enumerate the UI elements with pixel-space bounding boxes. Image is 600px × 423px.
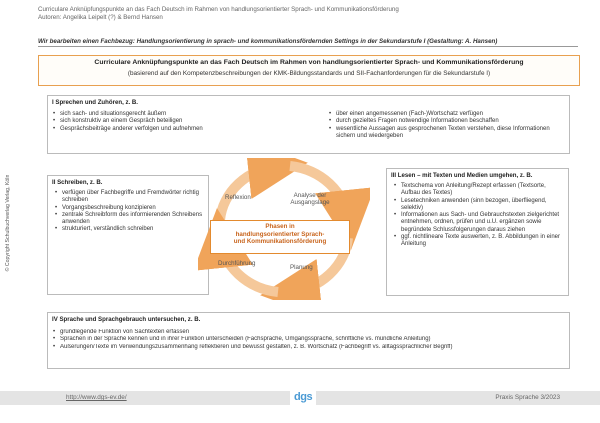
box-title: II Schreiben, z. B. <box>52 179 103 186</box>
cycle-arc-top-left <box>220 166 278 220</box>
bullet-list-left <box>52 111 292 133</box>
footer-issue: Praxis Sprache 3/2023 <box>495 394 560 401</box>
box-sprechen-zuhoeren <box>47 95 570 154</box>
cycle-label-planung: Planung <box>290 264 313 271</box>
center-line-2: handlungsorientierter Sprach- <box>235 230 325 238</box>
sidebar-copyright <box>3 150 13 300</box>
center-line-3: und Kommunikationsförderung <box>233 238 327 246</box>
logo-text: dgs <box>294 391 313 403</box>
list-item: • Informationen aus Sach- und Gebrauchstexten zielgerichtet entnehmen, ordnen, prüfen und u.U. ergänzen sowie begründete Schlussfolgerungen daraus ziehen <box>393 212 565 234</box>
cycle-label-reflexion: Reflexion <box>225 194 251 201</box>
box-schreiben <box>47 175 209 295</box>
list-item: • Textschema von Anleitung/Rezept erfassen (Textsorte, Aufbau des Textes) <box>393 183 565 198</box>
list-item: • Sprachen in der Sprache kennen und in ihrer Funktion unterscheiden (Fachsprache, Umgangssprache, schriftliche vs. mündliche Anleitung) <box>52 336 566 343</box>
footer-url-link[interactable]: http://www.dgs-ev.de/ <box>66 394 127 401</box>
dgs-logo <box>290 391 316 405</box>
list-item: • Gesprächsbeiträge anderer verfolgen und aufnehmen <box>52 126 292 133</box>
list-item: • ggf. nichtlineare Texte auswerten, z. B. Abbildungen in einer Anleitung <box>393 234 565 249</box>
header-line-2: Autoren: Angelika Leipelt (?) & Bernd Hansen <box>38 14 163 21</box>
copyright-text: © Copyright Schulbuchverlag Verlag, Köln <box>5 174 11 272</box>
list-item: • wesentliche Aussagen aus gesprochenen Texten verstehen, diese Informationen sichern und wiedergeben <box>328 126 564 141</box>
bullet-list <box>54 190 204 234</box>
document-header <box>38 6 578 22</box>
bullet-list-right <box>328 111 564 140</box>
list-item: • zentrale Schreibform des informierenden Schreibens anwenden <box>54 212 204 227</box>
header-line-1: Curriculare Anknüpfungspunkte an das Fach Deutsch im Rahmen von handlungsorientierter Sprach- und Kommunikationsförderung <box>38 6 399 13</box>
main-title: Curriculare Anknüpfungspunkte an das Fach Deutsch im Rahmen von handlungsorientierter Sprach- und Kommunikationsförderung <box>94 59 524 66</box>
center-line-1: Phasen in <box>265 223 295 230</box>
bullet-list <box>393 183 565 249</box>
list-item: • Lesetechniken anwenden (sinn bezogen, überfliegend, selektiv) <box>393 198 565 213</box>
box-title: I Sprechen und Zuhören, z. B. <box>52 99 138 106</box>
list-item: • sich konstruktiv an einem Gespräch beteiligen <box>52 118 292 125</box>
document-subtitle: Wir bearbeiten einen Fachbezug: Handlungsorientierung in sprach- und kommunikationsfördernden Settings in der Sekundarstufe I (Gestaltung: A. Hansen) <box>38 38 578 47</box>
list-item: • Äußerungen/Texte im Verwendungszusammenhang reflektieren und bewusst gestalten, z. B. Wortschatz (Fachbegriff vs. alltagssprachlicher Begriff) <box>52 344 566 351</box>
cycle-label-durchfuehrung: Durchführung <box>218 260 256 267</box>
list-item: • durch gezieltes Fragen notwendige Informationen beschaffen <box>328 118 564 125</box>
box-title: IV Sprache und Sprachgebrauch untersuchen, z. B. <box>52 316 201 323</box>
list-item: • grundlegende Funktion von Sachtexten erfassen <box>52 329 566 336</box>
box-lesen <box>386 168 569 296</box>
list-item: • strukturiert, verständlich schreiben <box>54 226 204 233</box>
list-item: • über einen angemessenen (Fach-)Wortschatz verfügen <box>328 111 564 118</box>
cycle-label-analyse: Analyse der Ausgangslage <box>290 192 330 206</box>
box-title: III Lesen – mit Texten und Medien umgehen, z. B. <box>391 172 533 179</box>
list-item: • Vorgangsbeschreibung konzipieren <box>54 205 204 212</box>
title-box <box>38 55 580 86</box>
list-item: • sich sach- und situationsgerecht äußern <box>52 111 292 118</box>
main-subtitle: (basierend auf den Kompetenzbeschreibungen der KMK-Bildungsstandards und SII-Fachanforderungen für die Sekundarstufe I) <box>127 70 491 77</box>
cycle-center-label <box>210 220 350 254</box>
box-sprache-sprachgebrauch <box>47 312 570 369</box>
list-item: • verfügen über Fachbegriffe und Fremdwörter richtig schreiben <box>54 190 204 205</box>
bullet-list <box>52 329 566 351</box>
